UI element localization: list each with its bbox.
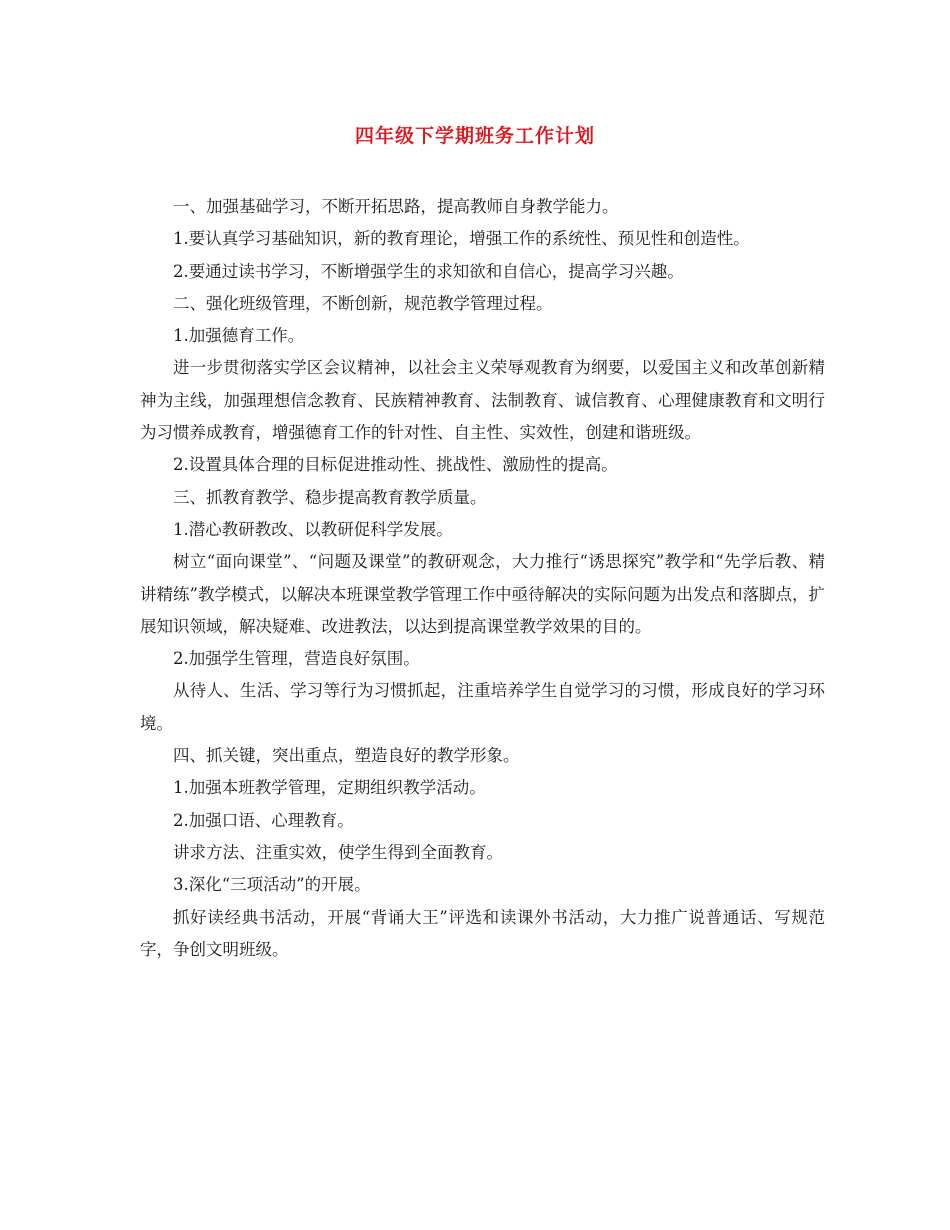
paragraph: 2.设置具体合理的目标促进推动性、挑战性、激励性的提高。 bbox=[173, 455, 618, 475]
paragraph: 从待人、生活、学习等行为习惯抓起，注重培养学生自觉学习的习惯，形成良好的学习环境。 bbox=[140, 681, 825, 733]
section-heading-2: 二、强化班级管理，不断创新，规范教学管理过程。 bbox=[173, 293, 553, 313]
paragraph: 2.要通过读书学习，不断增强学生的求知欲和自信心，提高学习兴趣。 bbox=[173, 261, 684, 281]
section-heading-1: 一、加强基础学习，不断开拓思路，提高教师自身教学能力。 bbox=[173, 197, 619, 216]
section-heading-3: 三、抓教育教学、稳步提高教育教学质量。 bbox=[173, 487, 487, 507]
paragraph: 进一步贯彻落实学区会议精神，以社会主义荣辱观教育为纲要，以爱国主义和改革创新精神为主线，加强理想信念教育、民族精神教育、法制教育、诚信教育、心理健康教育和文明行为习惯养成教育，增强德育工作的针对性、自主性、实效性，创建和谐班级。 bbox=[140, 358, 825, 443]
section-heading-4: 四、抓关键，突出重点，塑造良好的教学形象。 bbox=[173, 746, 520, 766]
paragraph: 2.加强口语、心理教育。 bbox=[173, 810, 354, 830]
document-body bbox=[140, 191, 825, 966]
document-title: 四年级下学期班务工作计划 bbox=[354, 125, 595, 147]
paragraph: 3.深化“三项活动”的开展。 bbox=[173, 875, 371, 895]
paragraph: 树立“面向课堂”、“问题及课堂”的教研观念，大力推行“诱思探究”教学和“先学后教、精讲精练”教学模式，以解决本班课堂教学管理工作中亟待解决的实际问题为出发点和落脚点，扩展知识领域，解决疑难、改进教法，以达到提高课堂教学效果的目的。 bbox=[140, 552, 825, 636]
paragraph: 抓好读经典书活动，开展“背诵大王”评选和读课外书活动，大力推广说普通话、写规范字，争创文明班级。 bbox=[140, 907, 825, 959]
paragraph: 1.要认真学习基础知识，新的教育理论，增强工作的系统性、预见性和创造性。 bbox=[173, 229, 750, 249]
paragraph: 2.加强学生管理，营造良好氛围。 bbox=[173, 649, 420, 669]
paragraph: 讲求方法、注重实效，使学生得到全面教育。 bbox=[173, 842, 503, 862]
paragraph: 1.潜心教研教改、以教研促科学发展。 bbox=[173, 519, 453, 539]
paragraph: 1.加强德育工作。 bbox=[173, 326, 305, 346]
paragraph: 1.加强本班教学管理，定期组织教学活动。 bbox=[173, 778, 486, 798]
